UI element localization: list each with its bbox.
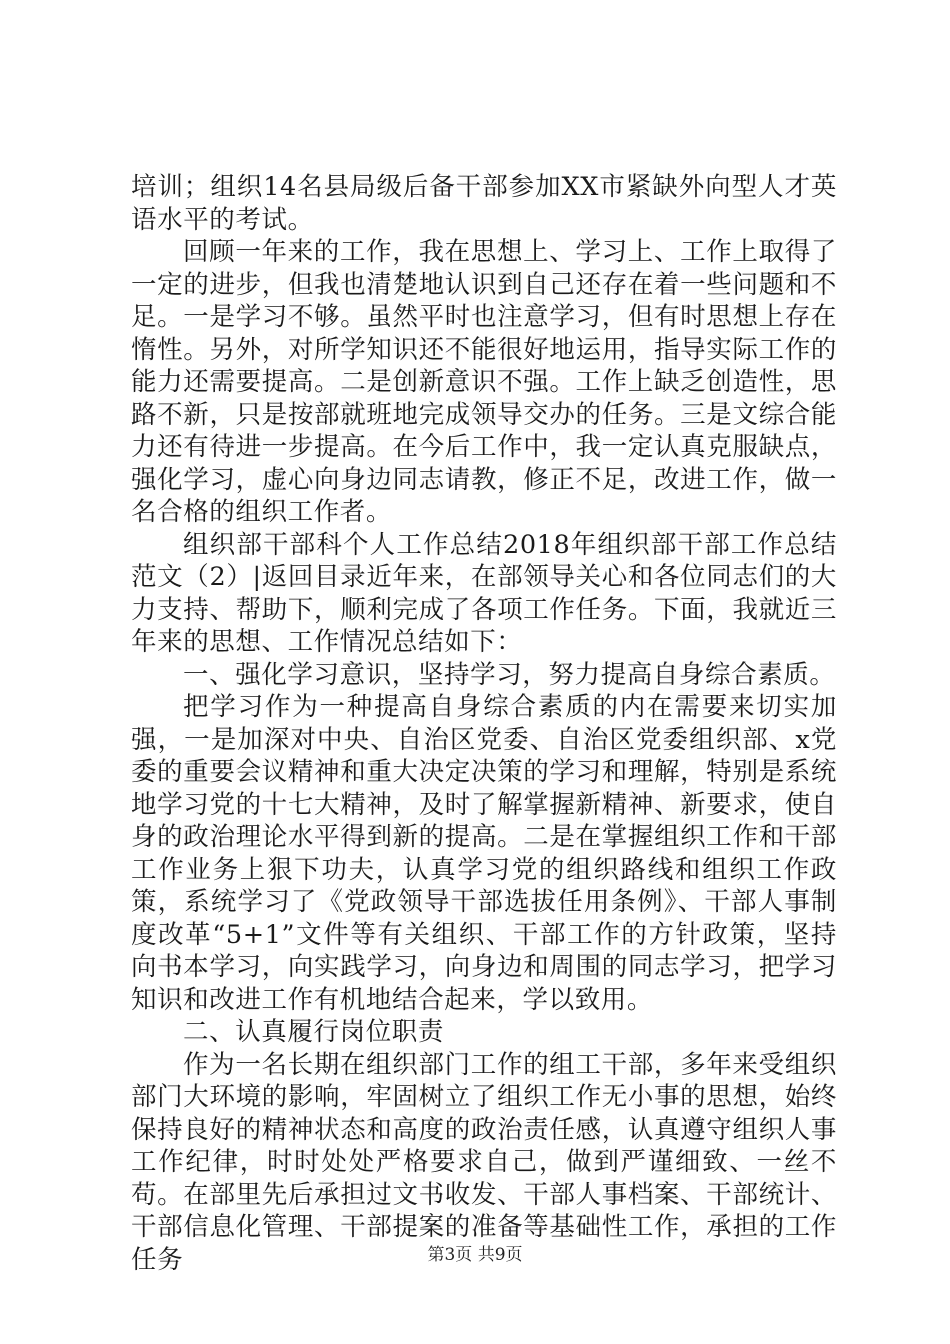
paragraph-duties-detail: 作为一名长期在组织部门工作的组工干部，多年来受组织部门大环境的影响，牢固树立了组织工作无小事的思想，始终保持良好的精神状态和高度的政治责任感，认真遵守组织人事工作纪律，时时处处严格要求自己，做到严谨细致、一丝不苟。在部里先后承担过文书收发、干部人事档案、干部统计、干部信息化管理、干部提案的准备等基础性工作，承担的工作任务 [131, 1049, 837, 1275]
section-heading-duties: 二、认真履行岗位职责 [183, 1017, 445, 1047]
document-body [131, 171, 837, 1276]
paragraph-year-review: 回顾一年来的工作，我在思想上、学习上、工作上取得了一定的进步，但我也清楚地认识到自己还存在着一些问题和不足。一是学习不够。虽然平时也注意学习，但有时思想上存在惰性。另外，对所学知识还不能很好地运用，指导实际工作的能力还需要提高。二是创新意识不强。工作上缺乏创造性，思路不新，只是按部就班地完成领导交办的任务。三是文综合能力还有待进一步提高。在今后工作中，我一定认真克服缺点，强化学习，虚心向身边同志请教，修正不足，改进工作，做一名合格的组织工作者。 [131, 237, 837, 527]
paragraph-summary-intro: 组织部干部科个人工作总结2018年组织部干部工作总结范文（2）|返回目录近年来，在部领导关心和各位同志们的大力支持、帮助下，顺利完成了各项工作任务。下面，我就近三年来的思想、工作情况总结如下： [131, 529, 837, 657]
page-number-footer: 第3页 共9页 [427, 1245, 523, 1265]
section-heading-study: 一、强化学习意识，坚持学习，努力提高自身综合素质。 [183, 659, 836, 690]
paragraph-study-detail: 把学习作为一种提高自身综合素质的内在需要来切实加强，一是加深对中央、自治区党委、自治区党委组织部、x党委的重要会议精神和重大决定决策的学习和理解，特别是系统地学习党的十七大精神，及时了解掌握新精神、新要求，使自身的政治理论水平得到新的提高。二是在掌握组织工作和干部工作业务上狠下功夫，认真学习党的组织路线和组织工作政策，系统学习了《党政领导干部选拔任用条例》、干部人事制度改革“5+1”文件等有关组织、干部工作的方针政策，坚持向书本学习，向实践学习，向身边和周围的同志学习，把学习知识和改进工作有机地结合起来，学以致用。 [131, 692, 837, 1015]
paragraph-training-continuation: 培训；组织14名县局级后备干部参加XX市紧缺外向型人才英语水平的考试。 [131, 172, 837, 235]
